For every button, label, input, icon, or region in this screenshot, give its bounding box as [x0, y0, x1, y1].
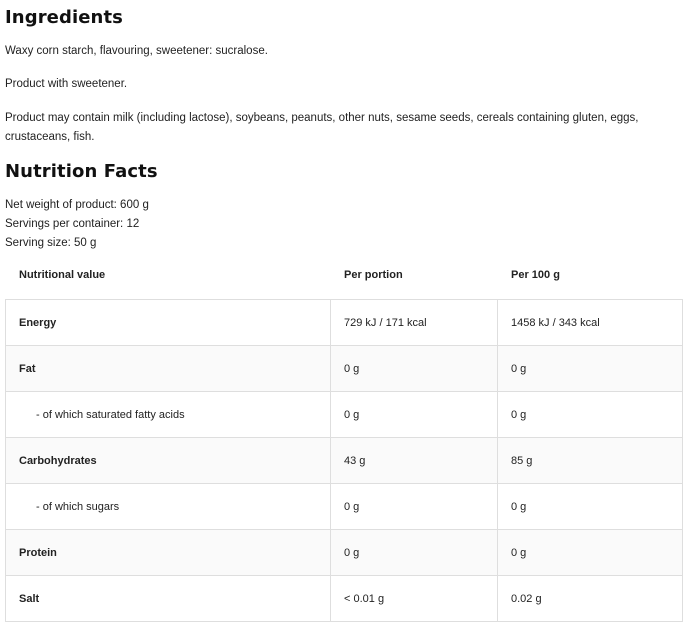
table-row [6, 438, 683, 484]
table-row [6, 300, 683, 346]
ingredients-text: Waxy corn starch, flavouring, sweetener: sucralose. [5, 45, 268, 57]
row-name: Salt [6, 576, 331, 622]
sweetener-note: Product with sweetener. [5, 78, 128, 90]
nutrition-meta [5, 196, 149, 253]
row-per-100g: 0 g [498, 346, 683, 392]
allergen-note: Product may contain milk (including lactose), soybeans, peanuts, other nuts, sesame seeds, cereals containing gluten, eggs, crustaceans, fish. [5, 112, 639, 143]
header-nutritional-value: Nutritional value [19, 269, 106, 281]
table-row [6, 392, 683, 438]
row-per-portion: 0 g [331, 484, 498, 530]
table-row [6, 484, 683, 530]
row-name: Protein [6, 530, 331, 576]
row-per-portion: 729 kJ / 171 kcal [331, 300, 498, 346]
row-per-portion: < 0.01 g [331, 576, 498, 622]
row-per-100g: 1458 kJ / 343 kcal [498, 300, 683, 346]
row-name: - of which sugars [6, 484, 331, 530]
header-per-portion: Per portion [344, 269, 403, 281]
row-name: Energy [6, 300, 331, 346]
row-per-portion: 43 g [331, 438, 498, 484]
row-name: Fat [6, 346, 331, 392]
row-per-100g: 0 g [498, 392, 683, 438]
header-per-100g: Per 100 g [511, 269, 560, 281]
table-row [6, 530, 683, 576]
row-per-100g: 0.02 g [498, 576, 683, 622]
nutrition-table [5, 299, 683, 622]
nutrition-table-header [5, 261, 682, 299]
servings-per-container: Servings per container: 12 [5, 218, 140, 230]
row-per-portion: 0 g [331, 530, 498, 576]
row-name: - of which saturated fatty acids [6, 392, 331, 438]
net-weight: Net weight of product: 600 g [5, 199, 149, 211]
row-per-portion: 0 g [331, 346, 498, 392]
ingredients-heading: Ingredients [5, 7, 123, 28]
row-name: Carbohydrates [6, 438, 331, 484]
serving-size: Serving size: 50 g [5, 237, 97, 249]
row-per-100g: 85 g [498, 438, 683, 484]
table-row [6, 576, 683, 622]
row-per-100g: 0 g [498, 484, 683, 530]
row-per-100g: 0 g [498, 530, 683, 576]
table-row [6, 346, 683, 392]
nutrition-heading: Nutrition Facts [5, 161, 158, 182]
row-per-portion: 0 g [331, 392, 498, 438]
